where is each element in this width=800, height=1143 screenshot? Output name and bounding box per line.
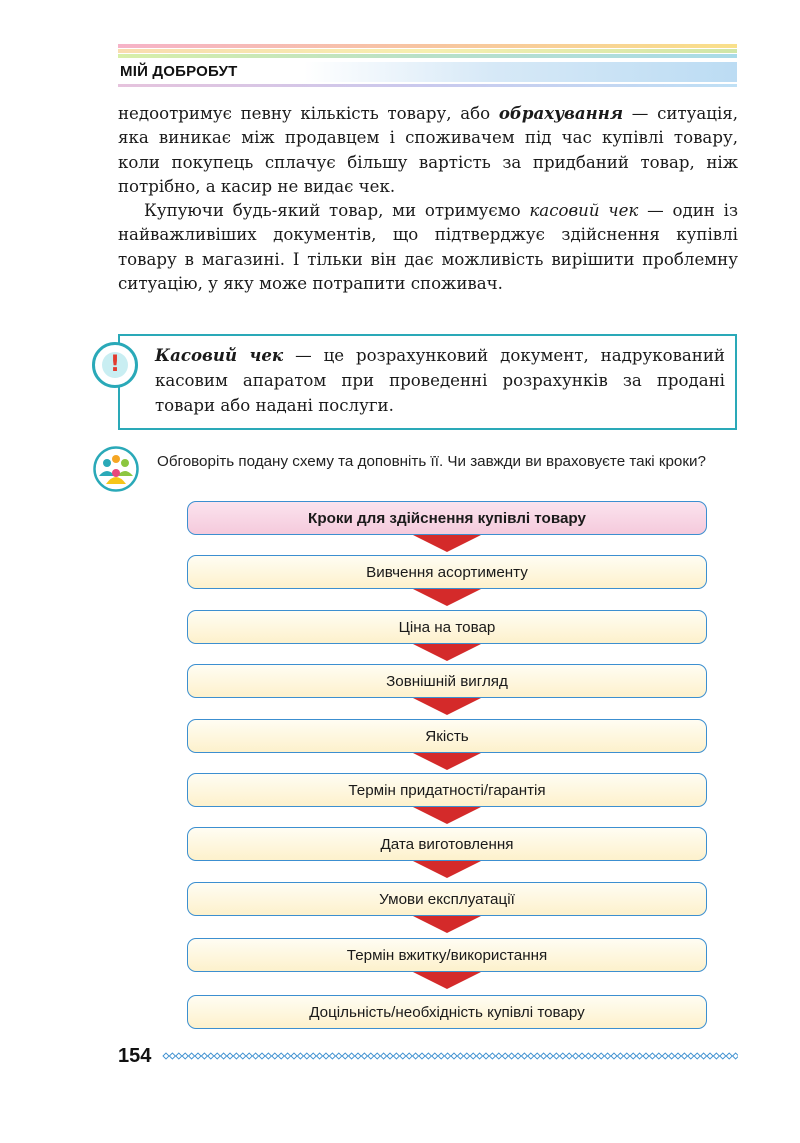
flow-step: Вивчення асортименту — [187, 555, 707, 589]
paragraph-1-text-c: — ситуація, яка виникає між продавцем і споживачем під час купівлі товару, коли покупець сплачує більшу вартість за придбаний товар, ніж потрібно, а касир не видає чек. — [118, 104, 738, 196]
header-rule — [118, 84, 737, 87]
paragraph-2 — [118, 199, 738, 296]
flow-step: Доцільність/необхідність купівлі товару — [187, 995, 707, 1029]
term-obrakhuvannia: обрахування — [498, 103, 624, 123]
flow-arrow — [413, 916, 481, 933]
paragraph-2-text-c: — один із найважливіших документів, що підтверджує здійснення купівлі товару в магазині. І тільки він дає можливість вирішити проблемну ситуацію, у яку може потрапити споживач. — [118, 201, 738, 294]
flow-step: Зовнішній вигляд — [187, 664, 707, 698]
task-text: Обговоріть подану схему та доповніть її. Чи завжди ви враховуєте такі кроки? — [157, 453, 706, 470]
flow-arrow — [413, 972, 481, 989]
flow-arrow — [413, 644, 481, 661]
paragraph-1-text-a: недоотримує певну кількість товару, або — [118, 104, 499, 123]
flow-arrow — [413, 589, 481, 606]
paragraph-2-text-a: Купуючи будь-який товар, ми отримуємо — [144, 201, 530, 221]
body-text — [118, 101, 738, 296]
paragraph-1 — [118, 101, 738, 199]
section-title: МІЙ ДОБРОБУТ — [120, 63, 238, 80]
flow-step: Дата виготовлення — [187, 827, 707, 861]
flow-arrow — [413, 535, 481, 552]
flow-title: Кроки для здійснення купівлі товару — [187, 501, 707, 535]
people-discussion-icon — [93, 446, 139, 492]
footer-diamond-rule — [160, 1051, 738, 1061]
flow-step: Термін придатності/гарантія — [187, 773, 707, 807]
flow-step: Якість — [187, 719, 707, 753]
flow-step: Термін вжитку/використання — [187, 938, 707, 972]
definition-body: — це розрахунковий документ, надрукований касовим апаратом при проведенні розрахунків за продані товари або надані послуги. — [155, 346, 725, 415]
flow-arrow — [413, 807, 481, 824]
term-kasovyi-chek: касовий чек — [529, 201, 639, 221]
definition-term: Касовий чек — [155, 345, 284, 365]
flow-arrow — [413, 753, 481, 770]
page-number: 154 — [118, 1045, 152, 1067]
flow-arrow — [413, 861, 481, 878]
flow-step: Ціна на товар — [187, 610, 707, 644]
header-stripes — [118, 44, 737, 58]
definition-text — [155, 343, 725, 418]
exclamation-icon: ! — [92, 342, 138, 388]
flow-step: Умови експлуатації — [187, 882, 707, 916]
flow-arrow — [413, 698, 481, 715]
